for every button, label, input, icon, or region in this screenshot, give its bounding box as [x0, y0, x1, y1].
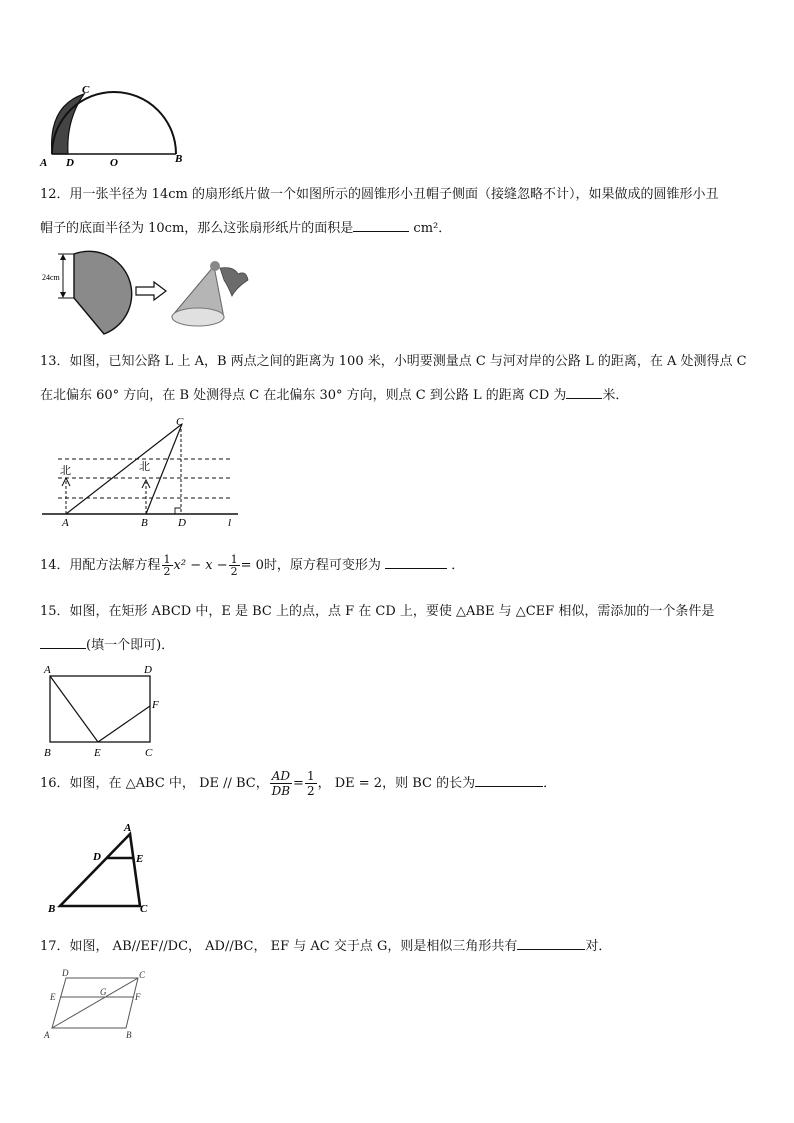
label-C: C — [140, 903, 148, 915]
rectangle-ABCD — [50, 676, 150, 742]
q12-line2 — [40, 217, 451, 238]
label-B: B — [44, 747, 51, 759]
q13-line2 — [40, 384, 628, 405]
segment-EF — [98, 706, 150, 742]
north-label-B: 北 — [139, 461, 150, 473]
q14-end: ． — [451, 558, 465, 573]
q15-text: (填一个即可)． — [86, 638, 175, 653]
label-A: A — [44, 1030, 50, 1040]
q13-line1: 13．如图，已知公路 L 上 A，B 两点之间的距离为 100 米，小明要测量点 C 与河对岸的公路 L 的距离，在 A 处测得点 C — [40, 354, 747, 369]
q17-line — [40, 935, 611, 956]
triangle-ABC — [60, 834, 140, 906]
ribbon — [220, 268, 248, 296]
label-D: D — [93, 851, 101, 863]
q14-frac-den: 2 — [163, 565, 171, 578]
label-C: C — [145, 747, 153, 759]
q16-frac2-den: 2 — [306, 784, 315, 798]
fig17-parallelogram — [38, 966, 168, 1042]
q13-unit: 米． — [602, 388, 629, 403]
north-label-A: 北 — [60, 465, 71, 477]
q16-line — [40, 768, 556, 800]
q16-answer-blank[interactable] — [475, 772, 543, 787]
q12-line1: 12．用一张半径为 14cm 的扇形纸片做一个如图所示的圆锥形小丑帽子侧面（接缝忽略不计），如果做成的圆锥形小丑 — [40, 187, 719, 202]
q16-fraction-2 — [305, 769, 317, 798]
q14-text-post: = 0时，原方程可变形为 — [240, 558, 381, 573]
q15-line2 — [40, 634, 174, 655]
q14-answer-blank[interactable] — [385, 554, 447, 569]
q12-answer-blank[interactable] — [353, 217, 409, 232]
label-A: A — [62, 517, 69, 529]
q14-frac2-den: 2 — [230, 565, 238, 578]
label-G: G — [100, 987, 107, 997]
label-D: D — [62, 968, 69, 978]
q14-frac-num: 1 — [163, 553, 171, 566]
q16-eq: = — [293, 776, 304, 791]
q16-end: ． — [543, 776, 557, 791]
fig13-road-diagram — [38, 414, 248, 530]
q17-end: 对． — [585, 939, 612, 954]
label-F: F — [135, 992, 141, 1002]
label-D: D — [178, 517, 186, 529]
label-E: E — [136, 853, 144, 865]
label-B: B — [48, 903, 56, 915]
label-E: E — [94, 747, 101, 759]
q14-fraction-2 — [229, 554, 240, 577]
label-B: B — [141, 517, 148, 529]
fig15-rectangle — [38, 662, 168, 760]
q16-frac2-num: 1 — [306, 769, 315, 783]
label-D: D — [144, 664, 152, 676]
cone-pompom — [210, 261, 220, 271]
q12-text: 帽子的底面半径为 10cm，那么这张扇形纸片的面积是 — [40, 221, 354, 236]
q17-text: 17．如图， AB//EF//DC， AD//BC， EF 与 AC 交于点 G，则是相似三角形共有 — [40, 939, 518, 954]
q13-answer-blank[interactable] — [566, 384, 602, 399]
sector — [74, 251, 132, 334]
cone-base — [172, 308, 224, 326]
segment-AE — [50, 676, 98, 742]
q16-frac-num: AD — [271, 769, 291, 783]
q16-frac-den: DB — [271, 784, 291, 798]
label-C: C — [139, 970, 146, 980]
label-O: O — [110, 157, 118, 168]
dim-arrow-up — [60, 254, 66, 260]
label-E: E — [50, 992, 56, 1002]
label-D: D — [66, 157, 74, 168]
label-A: A — [124, 822, 132, 834]
q16-text-pre: 16．如图，在 △ABC 中， DE // BC， — [40, 776, 269, 791]
label-C: C — [176, 416, 184, 428]
label-A: A — [44, 664, 51, 676]
label-B: B — [175, 153, 183, 165]
q14-line — [40, 554, 464, 578]
fig11-semicircle — [38, 82, 190, 168]
dim-label: 24cm — [42, 273, 60, 282]
q15-answer-blank[interactable] — [40, 634, 86, 649]
q13-text: 在北偏东 60° 方向，在 B 处测得点 C 在北偏东 30° 方向，则点 C 到公路 L 的距离 CD 为 — [40, 388, 567, 403]
q14-fraction — [162, 554, 173, 577]
segment-AC — [52, 978, 138, 1028]
label-F: F — [152, 699, 159, 711]
arrow-right — [136, 282, 166, 300]
fig12-sector-cone — [38, 250, 252, 340]
label-l: l — [228, 517, 232, 529]
right-angle-D — [175, 508, 181, 514]
q14-expr: x² − x − — [173, 558, 228, 573]
label-B: B — [126, 1030, 132, 1040]
q16-fraction — [270, 769, 292, 798]
dim-arrow-down — [60, 292, 66, 298]
label-A: A — [40, 157, 48, 168]
fig16-triangle — [44, 820, 164, 920]
q12-unit: cm²． — [409, 221, 452, 236]
q15-line1: 15．如图，在矩形 ABCD 中，E 是 BC 上的点，点 F 在 CD 上，要使 △ABE 与 △CEF 相似，需添加的一个条件是 — [40, 604, 715, 619]
q14-text-pre: 14．用配方法解方程 — [40, 558, 161, 573]
q17-answer-blank[interactable] — [517, 935, 585, 950]
label-C: C — [82, 84, 90, 96]
q16-text-post: ， DE = 2，则 BC 的长为 — [317, 776, 476, 791]
q14-frac2-num: 1 — [230, 553, 238, 566]
